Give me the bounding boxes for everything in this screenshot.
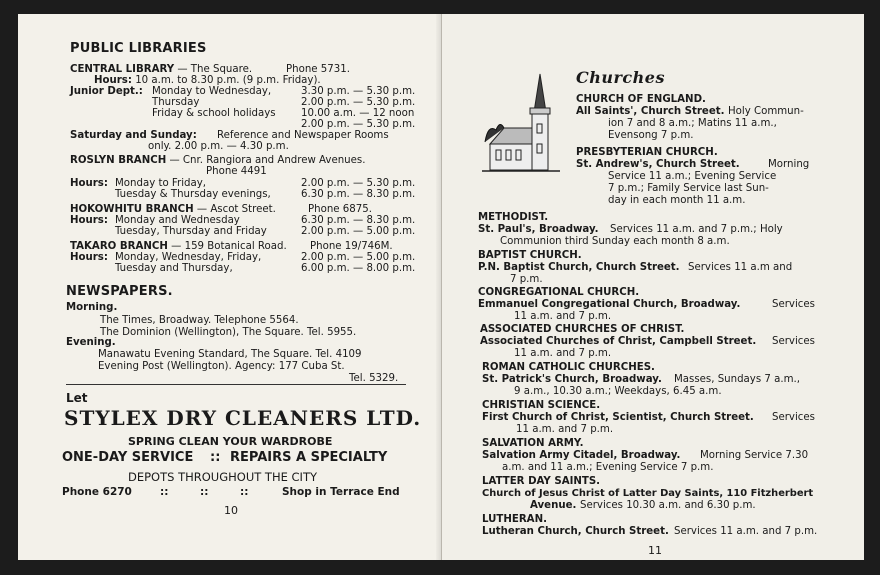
hokowhitu-address: — Ascot Street. bbox=[196, 204, 276, 215]
church-times: Communion third Sunday each month 8 a.m. bbox=[500, 236, 730, 247]
roslyn-phone: Phone 4491 bbox=[206, 166, 267, 177]
divider bbox=[66, 384, 406, 385]
church-times: 11 a.m. and 7 p.m. bbox=[514, 348, 612, 359]
page-number-left: 10 bbox=[224, 504, 238, 517]
hokowhitu-day: Monday and Wednesday bbox=[115, 215, 240, 226]
evening-paper-2-tel: Tel. 5329. bbox=[349, 373, 399, 384]
takaro-address: — 159 Botanical Road. bbox=[171, 241, 287, 252]
church-times: Services 10.30 a.m. and 6.30 p.m. bbox=[580, 500, 756, 511]
central-library-title: CENTRAL LIBRARY bbox=[70, 64, 175, 75]
church-times: 11 a.m. and 7 p.m. bbox=[514, 311, 612, 322]
church-times: Morning bbox=[768, 159, 810, 170]
roslyn-address: — Cnr. Rangiora and Andrew Avenues. bbox=[169, 155, 366, 166]
hokowhitu-time: 6.30 p.m. — 8.30 p.m. bbox=[301, 215, 416, 226]
morning-paper-1: The Times, Broadway. Telephone 5564. bbox=[100, 315, 299, 326]
central-hours-text: 10 a.m. to 8.30 p.m. (9 p.m. Friday). bbox=[135, 75, 321, 86]
hokowhitu-hours-label: Hours: bbox=[70, 215, 108, 226]
libraries-heading: PUBLIC LIBRARIES bbox=[70, 41, 207, 56]
right-page bbox=[442, 14, 864, 560]
church-times: 7 p.m.; Family Service last Sun- bbox=[608, 183, 769, 194]
church-times: Service 11 a.m.; Evening Service bbox=[608, 171, 777, 182]
church-name: Lutheran Church, Church Street. bbox=[482, 526, 669, 537]
church-times: a.m. and 11 a.m.; Evening Service 7 p.m. bbox=[502, 462, 714, 473]
church-times: Morning Service 7.30 bbox=[700, 450, 809, 461]
church-name: Church of Jesus Christ of Latter Day Saints, 110 Fitzherbert bbox=[482, 488, 814, 499]
junior-day: Friday & school holidays bbox=[152, 108, 276, 119]
takaro-time: 2.00 p.m. — 5.00 p.m. bbox=[301, 252, 416, 263]
takaro-day: Tuesday and Thursday, bbox=[115, 263, 233, 274]
church-times: ion 7 and 8 a.m.; Matins 11 a.m., bbox=[608, 118, 777, 129]
central-hours-label: Hours: bbox=[94, 75, 132, 86]
church-times: Masses, Sundays 7 a.m., bbox=[674, 374, 800, 385]
church-name: Salvation Army Citadel, Broadway. bbox=[482, 450, 681, 461]
church-times: Services bbox=[772, 336, 815, 347]
church-name: All Saints', Church Street. bbox=[576, 106, 725, 117]
ad-separator: :: bbox=[160, 486, 169, 498]
ad-separator: :: bbox=[240, 486, 249, 498]
ad-shop: Shop in Terrace End bbox=[282, 486, 400, 498]
hokowhitu-title: HOKOWHITU BRANCH bbox=[70, 204, 194, 215]
church-name: First Church of Christ, Scientist, Church Street. bbox=[482, 412, 754, 423]
church-section-head: METHODIST. bbox=[478, 212, 549, 223]
takaro-day: Monday, Wednesday, Friday, bbox=[115, 252, 262, 263]
left-page bbox=[18, 14, 442, 560]
junior-time: 2.00 p.m. — 5.30 p.m. bbox=[301, 97, 416, 108]
ad-separator: :: bbox=[200, 486, 209, 498]
ad-line-1: SPRING CLEAN YOUR WARDROBE bbox=[128, 435, 333, 448]
church-name: Emmanuel Congregational Church, Broadway. bbox=[478, 299, 741, 310]
church-section-head: CONGREGATIONAL CHURCH. bbox=[478, 287, 640, 298]
weekend-text-1: Reference and Newspaper Rooms bbox=[217, 130, 389, 141]
newspapers-heading: NEWSPAPERS. bbox=[66, 284, 173, 299]
junior-time: 3.30 p.m. — 5.30 p.m. bbox=[301, 86, 416, 97]
church-section-head: BAPTIST CHURCH. bbox=[478, 250, 582, 261]
church-name: St. Andrew's, Church Street. bbox=[576, 159, 740, 170]
church-section-head: ROMAN CATHOLIC CHURCHES. bbox=[482, 362, 655, 373]
junior-label: Junior Dept.: bbox=[70, 86, 143, 97]
church-section-head: PRESBYTERIAN CHURCH. bbox=[576, 147, 718, 158]
junior-day: Monday to Wednesday, bbox=[152, 86, 272, 97]
church-times: 7 p.m. bbox=[510, 274, 543, 285]
roslyn-title: ROSLYN BRANCH bbox=[70, 155, 167, 166]
ad-line-2b: REPAIRS A SPECIALTY bbox=[230, 450, 388, 465]
evening-paper-1: Manawatu Evening Standard, The Square. Tel. 4109 bbox=[98, 349, 362, 360]
church-icon bbox=[482, 72, 562, 178]
takaro-phone: Phone 19/746M. bbox=[310, 241, 393, 252]
roslyn-time: 2.00 p.m. — 5.30 p.m. bbox=[301, 178, 416, 189]
church-times: Services 11 a.m. and 7 p.m.; Holy bbox=[610, 224, 783, 235]
church-section-head: LATTER DAY SAINTS. bbox=[482, 476, 601, 487]
morning-label: Morning. bbox=[66, 302, 118, 313]
ad-brand: STYLEX DRY CLEANERS LTD. bbox=[64, 406, 422, 430]
church-name: P.N. Baptist Church, Church Street. bbox=[478, 262, 680, 273]
church-name: St. Paul's, Broadway. bbox=[478, 224, 599, 235]
ad-let: Let bbox=[66, 391, 88, 405]
ad-line-3: DEPOTS THROUGHOUT THE CITY bbox=[128, 470, 317, 484]
ad-line-2-sep: :: bbox=[210, 450, 221, 465]
evening-label: Evening. bbox=[66, 337, 116, 348]
church-section-head: SALVATION ARMY. bbox=[482, 438, 584, 449]
weekend-label: Saturday and Sunday: bbox=[70, 130, 197, 141]
church-times: 11 a.m. and 7 p.m. bbox=[516, 424, 614, 435]
church-times: 9 a.m., 10.30 a.m.; Weekdays, 6.45 a.m. bbox=[514, 386, 722, 397]
ad-line-2a: ONE-DAY SERVICE bbox=[62, 450, 194, 465]
weekend-text-2: only. 2.00 p.m. — 4.30 p.m. bbox=[148, 141, 289, 152]
church-times: Services 11 a.m and bbox=[688, 262, 793, 273]
takaro-hours-label: Hours: bbox=[70, 252, 108, 263]
church-times: Avenue. bbox=[530, 500, 577, 511]
junior-day: Thursday bbox=[152, 97, 200, 108]
roslyn-day: Monday to Friday, bbox=[115, 178, 207, 189]
hokowhitu-time: 2.00 p.m. — 5.00 p.m. bbox=[301, 226, 416, 237]
church-section-head: LUTHERAN. bbox=[482, 514, 547, 525]
evening-paper-2: Evening Post (Wellington). Agency: 177 Cuba St. bbox=[98, 361, 345, 372]
church-name: Associated Churches of Christ, Campbell Street. bbox=[480, 336, 757, 347]
hokowhitu-day: Tuesday, Thursday and Friday bbox=[115, 226, 267, 237]
church-section-head: CHURCH OF ENGLAND. bbox=[576, 94, 706, 105]
junior-time: 10.00 a.m. — 12 noon bbox=[301, 108, 415, 119]
roslyn-hours-label: Hours: bbox=[70, 178, 108, 189]
church-times: day in each month 11 a.m. bbox=[608, 195, 746, 206]
church-times: Services bbox=[772, 412, 815, 423]
churches-title: Churches bbox=[576, 68, 665, 87]
church-times: Services bbox=[772, 299, 815, 310]
church-section-head: CHRISTIAN SCIENCE. bbox=[482, 400, 601, 411]
ad-phone: Phone 6270 bbox=[62, 486, 132, 498]
church-name: St. Patrick's Church, Broadway. bbox=[482, 374, 662, 385]
morning-paper-2: The Dominion (Wellington), The Square. Tel. 5955. bbox=[100, 327, 357, 338]
takaro-title: TAKARO BRANCH bbox=[70, 241, 168, 252]
hokowhitu-phone: Phone 6875. bbox=[308, 204, 372, 215]
church-times: Evensong 7 p.m. bbox=[608, 130, 694, 141]
church-section-head: ASSOCIATED CHURCHES OF CHRIST. bbox=[480, 324, 685, 335]
central-library-address: — The Square. bbox=[177, 64, 253, 75]
roslyn-day: Tuesday & Thursday evenings, bbox=[115, 189, 271, 200]
church-times: Holy Commun- bbox=[728, 106, 804, 117]
central-library-phone: Phone 5731. bbox=[286, 64, 350, 75]
page-number-right: 11 bbox=[648, 544, 662, 557]
takaro-time: 6.00 p.m. — 8.00 p.m. bbox=[301, 263, 416, 274]
roslyn-time: 6.30 p.m. — 8.30 p.m. bbox=[301, 189, 416, 200]
church-times: Services 11 a.m. and 7 p.m. bbox=[674, 526, 818, 537]
junior-time: 2.00 p.m. — 5.30 p.m. bbox=[301, 119, 416, 130]
